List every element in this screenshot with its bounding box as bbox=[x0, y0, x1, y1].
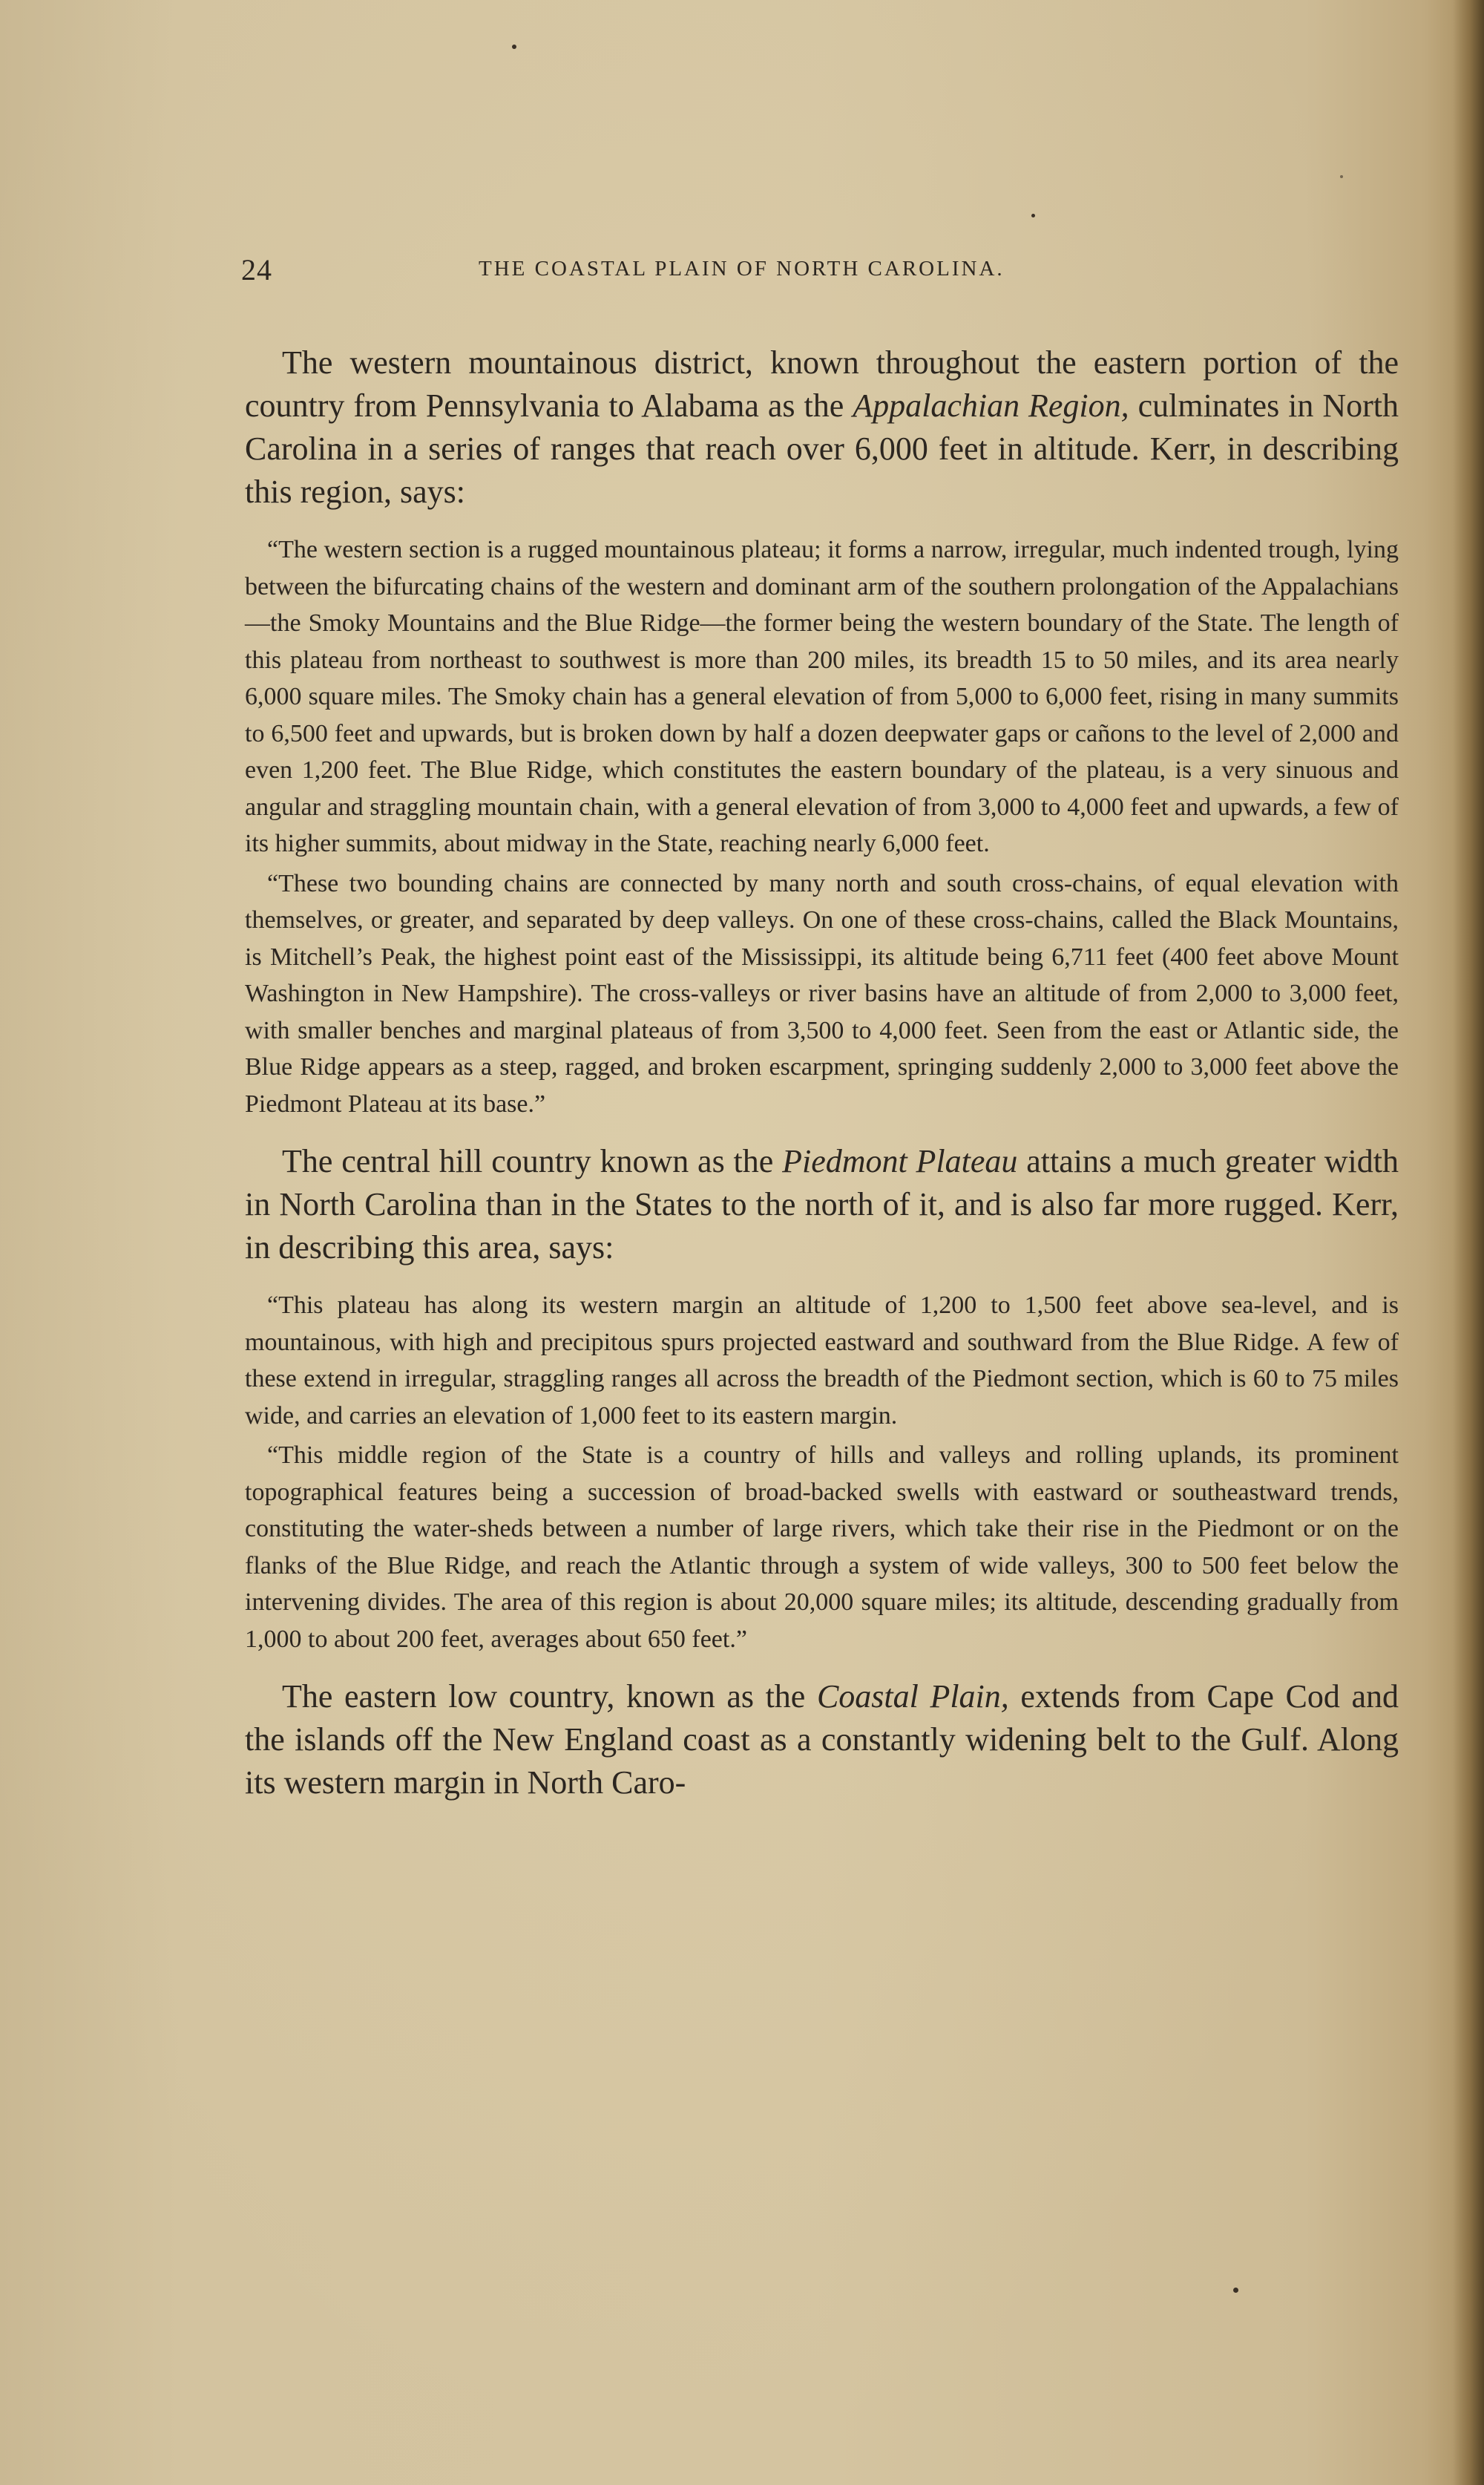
page-body bbox=[245, 341, 1399, 1804]
quote-plateau-margin: “This plateau has along its western margin an altitude of 1,200 to 1,500 feet above sea-level, and is mountainous, with high and precipitous spurs projected eastward and southward from the Blue Ridge. A few of these extend in irregular, straggling ranges all across the breadth of the Piedmont section, which is 60 to 75 miles wide, and carries an elevation of 1,000 feet to its eastern margin. bbox=[245, 1291, 1399, 1430]
quote-western-section: “The western section is a rugged mountainous plateau; it forms a narrow, irregular, much indented trough, lying between the bifurcating chains of the western and dominant arm of the southern prolongation of the Appalachians—the Smoky Mountains and the Blue Ridge—the former being the western boundary of the State. The length of this plateau from northeast to southwest is more than 200 miles, its breadth 15 to 50 miles, and its area nearly 6,000 square miles. The Smoky chain has a general elevation of from 5,000 to 6,000 feet, rising in many summits to 6,500 feet and upwards, but is broken down by half a dozen deepwater gaps or cañons to the level of 2,000 and even 1,200 feet. The Blue Ridge, which constitutes the eastern boundary of the plateau, is a very sinuous and angular and straggling mountain chain, with a general elevation of from 3,000 to 4,000 feet and upwards, a few of its higher summits, about midway in the State, reaching nearly 6,000 feet. bbox=[245, 536, 1399, 857]
paper-speck bbox=[1340, 175, 1343, 178]
quote-middle-region: “This middle region of the State is a country of hills and valleys and rolling uplands, its prominent topographical features being a succession of broad-backed swells with eastward or southeastward trends, constituting the water-sheds between a number of large rivers, which take their rise in the Piedmont or on the flanks of the Blue Ridge, and reach the Atlantic through a system of wide valleys, 300 to 500 feet below the intervening divides. The area of this region is about 20,000 square miles; its altitude, descending gradually from 1,000 to about 200 feet, averages about 650 feet.” bbox=[245, 1441, 1399, 1653]
page-edge-shadow bbox=[1453, 0, 1484, 2485]
quote-cross-chains: “These two bounding chains are connected by many north and south cross-chains, of equal elevation with themselves, or greater, and separated by deep valleys. On one of these cross-chains, called the Black Mountains, is Mitchell’s Peak, the highest point east of the Mississippi, its altitude being 6,711 feet (400 feet above Mount Washington in New Hampshire). The cross-valleys or river basins have an altitude of from 2,000 to 3,000 feet, with smaller benches and marginal plateaus of from 3,500 to 4,000 feet. Seen from the east or Atlantic side, the Blue Ridge appears as a steep, ragged, and broken escarpment, springing suddenly 2,000 to 3,000 feet above the Piedmont Plateau at its base.” bbox=[245, 869, 1399, 1118]
page-number: 24 bbox=[241, 253, 272, 287]
paragraph-text: extends from Cape Cod and the islands off the New England coast as a constantly widening belt to the Gulf. Along its western margin in North Caro- bbox=[245, 1678, 1399, 1801]
page-header bbox=[241, 252, 1143, 297]
running-head: THE COASTAL PLAIN OF NORTH CAROLINA. bbox=[479, 257, 1005, 281]
paragraph-coastal-plain bbox=[245, 1675, 1399, 1804]
paragraph-piedmont-plateau bbox=[245, 1140, 1399, 1269]
paragraph-text: culminates in North Carolina in a series of ranges that reach over 6,000 feet in altitude. Kerr, in describing this region, says: bbox=[245, 387, 1399, 510]
italic-term: Piedmont Plateau bbox=[782, 1143, 1018, 1179]
paragraph-text: The central hill country known as the bbox=[282, 1143, 783, 1179]
paper-speck bbox=[1031, 214, 1035, 217]
italic-term: Coastal Plain, bbox=[816, 1678, 1009, 1715]
paper-speck bbox=[1233, 2288, 1238, 2293]
paragraph-appalachian-region bbox=[245, 341, 1399, 514]
paragraph-text: The western mountainous district, known throughout the eastern portion of the country from Pennsylvania to Alabama as the bbox=[245, 344, 1399, 424]
paragraph-text: The eastern low country, known as the bbox=[282, 1678, 817, 1715]
paper-speck bbox=[512, 45, 516, 49]
italic-term: Appalachian Region, bbox=[853, 387, 1129, 424]
paragraph-text: attains a much greater width in North Carolina than in the States to the north of it, and is also far more rugged. Kerr, in describing this area, says: bbox=[245, 1143, 1399, 1266]
